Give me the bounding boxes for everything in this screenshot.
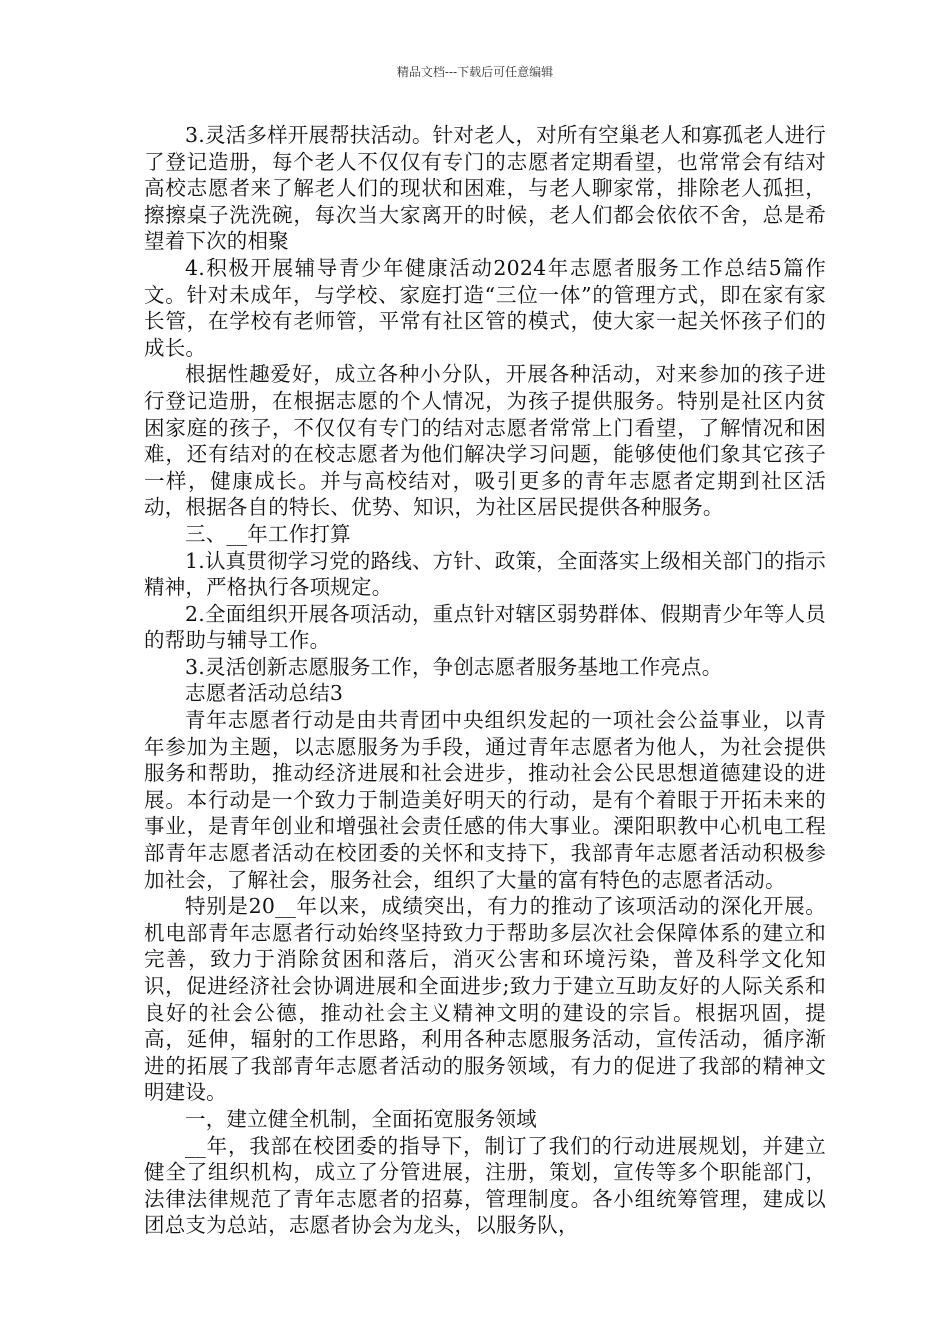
- plan-item-1: 1.认真贯彻学习党的路线、方针、政策，全面落实上级相关部门的指示精神，严格执行各项规定。: [144, 548, 826, 600]
- section-heading-mechanism: 一，建立健全机制，全面拓宽服务领域: [185, 1106, 537, 1131]
- paragraph-achievements: 特别是20__年以来，成绩突出，有力的推动了该项活动的深化开展。机电部青年志愿者行动始终坚持致力于帮助多层次社会保障体系的建立和完善，致力于消除贫困和落后，消灭公害和环境污染，普及科学文化知识，促进经济社会协调进展和全面进步;致力于建立互助友好的人际关系和良好的社会公德，推动社会主义精神文明的建设的宗旨。根据巩固，提高，延伸，辐射的工作思路，利用各种志愿服务活动，宣传活动，循序渐进的拓展了我部青年志愿者活动的服务领域，有力的促进了我部的精神文明建设。: [144, 894, 826, 1105]
- summary-title-3: 志愿者活动总结3: [185, 681, 344, 706]
- plan-item-3: 3.灵活创新志愿服务工作，争创志愿者服务基地工作亮点。: [185, 654, 723, 679]
- paragraph-elderly-assistance: 3.灵活多样开展帮扶活动。针对老人，对所有空巢老人和寡孤老人进行了登记造册，每个老人不仅仅有专门的志愿者定期看望，也常常会有结对高校志愿者来了解老人们的现状和困难，与老人聊家常，排除老人孤担，擦擦桌子洗洗碗，每次当大家离开的时候，老人们都会依依不舍，总是希望着下次的相聚: [144, 123, 826, 254]
- paragraph-youth-health: 4.积极开展辅导青少年健康活动2024年志愿者服务工作总结5篇作文。针对未成年，与学校、家庭打造“三位一体”的管理方式，即在家有家长管，在学校有老师管，平常有社区管的模式，使大家一起关怀孩子们的成长。: [144, 255, 826, 360]
- paragraph-organization: __年，我部在校团委的指导下，制订了我们的行动进展规划，并建立健全了组织机构，成立了分管进展，注册，策划，宣传等多个职能部门，法律法律规范了青年志愿者的招募，管理制度。各小组统筹管理，建成以团总支为总站，志愿者协会为龙头，以服务队，: [144, 1133, 826, 1238]
- document-body: [144, 122, 826, 1239]
- paragraph-youth-volunteer-action: 青年志愿者行动是由共青团中央组织发起的一项社会公益事业，以青年参加为主题，以志愿服务为手段，通过青年志愿者为他人，为社会提供服务和帮助，推动经济进展和社会进步，推动社会公民思想道德建设的进展。本行动是一个致力于制造美好明天的行动，是有个着眼于开拓未来的事业，是青年创业和增强社会责任感的伟大事业。溧阳职教中心机电工程部青年志愿者活动在校团委的关怀和支持下，我部青年志愿者活动积极参加社会，了解社会，服务社会，组织了大量的富有特色的志愿者活动。: [144, 708, 826, 892]
- plan-item-2: 2.全面组织开展各项活动，重点针对辖区弱势群体、假期青少年等人员的帮助与辅导工作。: [144, 601, 826, 653]
- paragraph-interest-groups: 根据性趣爱好，成立各种小分队，开展各种活动，对来参加的孩子进行登记造册，在根据志愿的个人情况，为孩子提供服务。特别是社区内贫困家庭的孩子，不仅仅有专门的结对志愿者常常上门看望，了解情况和困难，还有结对的在校志愿者为他们解决学习问题，能够使他们象其它孩子一样，健康成长。并与高校结对，吸引更多的青年志愿者定期到社区活动，根据各自的特长、优势、知识，为社区居民提供各种服务。: [144, 362, 826, 520]
- section-heading-work-plan: 三、__年工作打算: [185, 521, 351, 546]
- page-header-note: 精品文档---下载后可任意编辑: [396, 65, 554, 79]
